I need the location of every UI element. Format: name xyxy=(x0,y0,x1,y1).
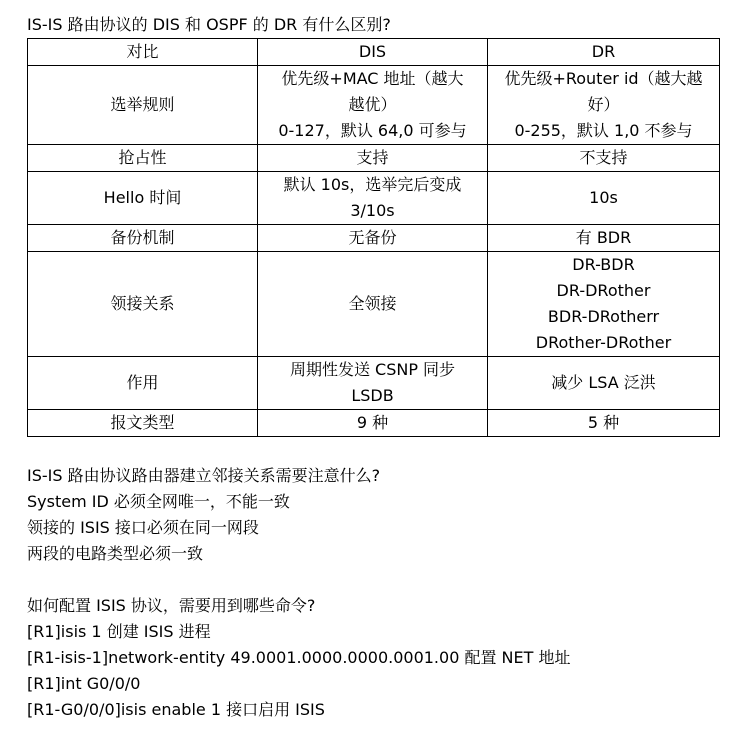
spacer xyxy=(27,567,719,593)
dis-cell xyxy=(258,66,488,145)
cell-line: 3/10s xyxy=(350,201,395,220)
header-cell-dr: DR xyxy=(488,39,720,66)
header-cell-dis: DIS xyxy=(258,39,488,66)
dis-cell xyxy=(258,357,488,410)
paragraph-line: 领接的 ISIS 接口必须在同一网段 xyxy=(27,518,259,537)
table-row xyxy=(28,357,720,410)
cell-line: 越优） xyxy=(348,95,397,114)
row-label: 领接关系 xyxy=(28,252,258,357)
table-row xyxy=(28,225,720,252)
row-label: 选举规则 xyxy=(28,66,258,145)
row-label: 报文类型 xyxy=(28,410,258,437)
dis-cell xyxy=(258,172,488,225)
header-cell-compare: 对比 xyxy=(28,39,258,66)
cell-line: 9 种 xyxy=(356,413,389,432)
table-row xyxy=(28,145,720,172)
cell-line: LSDB xyxy=(351,386,394,405)
cell-line: DRother-DRother xyxy=(535,333,672,352)
command-line: [R1-isis-1]network-entity 49.0001.0000.0000.0001.00 配置 NET 地址 xyxy=(27,648,571,667)
table-row xyxy=(28,410,720,437)
cell-line: 好） xyxy=(587,95,620,114)
cell-line: 全领接 xyxy=(348,294,397,313)
dr-cell xyxy=(488,410,720,437)
dr-cell xyxy=(488,225,720,252)
row-label: 作用 xyxy=(28,357,258,410)
cell-line: 无备份 xyxy=(348,228,397,247)
cell-line: BDR-DRotherr xyxy=(547,307,660,326)
cell-line: 不支持 xyxy=(579,148,628,167)
command-line: [R1-G0/0/0]isis enable 1 接口启用 ISIS xyxy=(27,700,325,719)
cell-line: 优先级+Router id（越大越 xyxy=(504,69,703,88)
cell-line: 优先级+MAC 地址（越大 xyxy=(281,69,464,88)
dr-cell xyxy=(488,145,720,172)
dr-cell xyxy=(488,66,720,145)
row-label: 备份机制 xyxy=(28,225,258,252)
cell-line: 有 BDR xyxy=(575,228,632,247)
cell-line: 支持 xyxy=(356,148,389,167)
cell-line: 减少 LSA 泛洪 xyxy=(551,373,656,392)
dis-cell xyxy=(258,410,488,437)
dis-cell xyxy=(258,252,488,357)
config-section xyxy=(27,593,719,723)
row-label: 抢占性 xyxy=(28,145,258,172)
paragraph-line: System ID 必须全网唯一，不能一致 xyxy=(27,492,290,511)
dr-cell xyxy=(488,252,720,357)
dr-cell xyxy=(488,357,720,410)
adjacency-section xyxy=(27,463,719,567)
page-title: IS-IS 路由协议的 DIS 和 OSPF 的 DR 有什么区别? xyxy=(27,15,391,34)
cell-line: 周期性发送 CSNP 同步 xyxy=(289,360,456,379)
cell-line: 10s xyxy=(589,188,618,207)
cell-line: 5 种 xyxy=(587,413,620,432)
row-label: Hello 时间 xyxy=(28,172,258,225)
cell-line: DR-DRother xyxy=(556,281,651,300)
paragraph-line: 两段的电路类型必须一致 xyxy=(27,544,204,563)
document xyxy=(27,12,719,723)
cell-line: 0-127，默认 64,0 可参与 xyxy=(278,121,467,140)
command-line: [R1]isis 1 创建 ISIS 进程 xyxy=(27,622,211,641)
cell-line: DR-BDR xyxy=(572,255,635,274)
cell-line: 默认 10s，选举完后变成 xyxy=(283,175,462,194)
section-question: 如何配置 ISIS 协议，需要用到哪些命令? xyxy=(27,596,316,615)
spacer xyxy=(27,437,719,463)
cell-line: 0-255，默认 1,0 不参与 xyxy=(514,121,693,140)
table-row xyxy=(28,66,720,145)
table-row xyxy=(28,172,720,225)
dis-cell xyxy=(258,145,488,172)
command-line: [R1]int G0/0/0 xyxy=(27,674,141,693)
comparison-table xyxy=(27,38,720,437)
dis-cell xyxy=(258,225,488,252)
section-question: IS-IS 路由协议路由器建立邻接关系需要注意什么? xyxy=(27,466,381,485)
table-header-row xyxy=(28,39,720,66)
table-row xyxy=(28,252,720,357)
dr-cell xyxy=(488,172,720,225)
